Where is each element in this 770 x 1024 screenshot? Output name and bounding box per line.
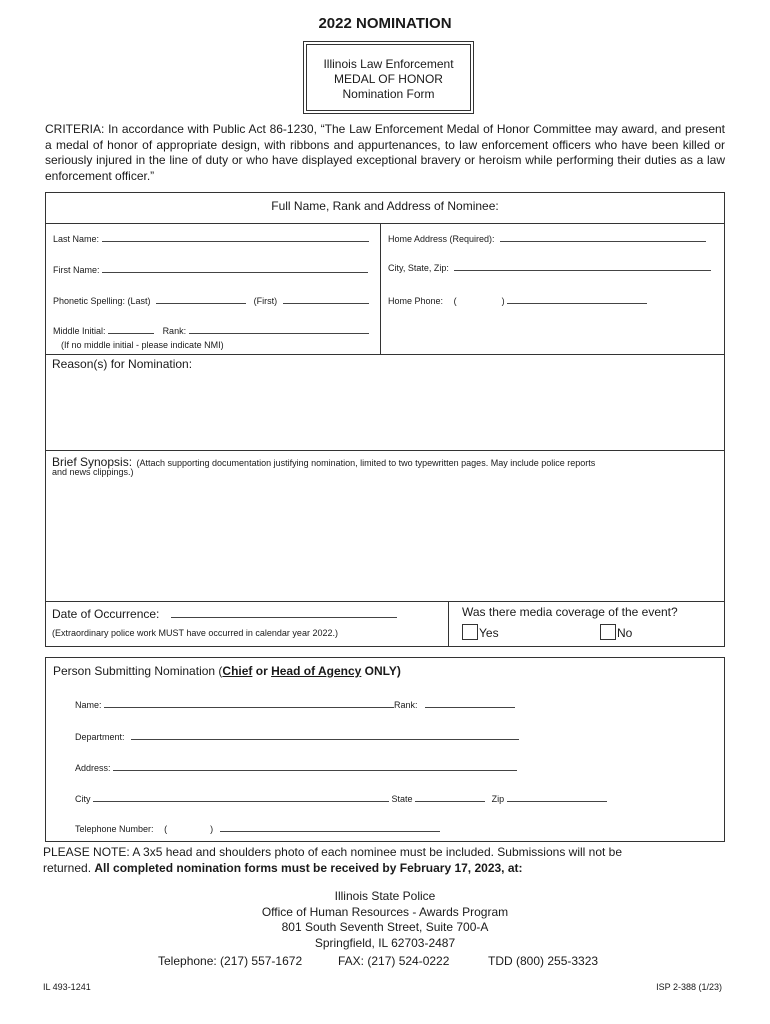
city-state-zip-label: City, State, Zip: [388,263,449,273]
nominee-rank-label: Rank: [162,326,187,336]
submitter-rank-label: Rank: [394,700,418,710]
submitter-rank-field[interactable] [425,699,515,708]
submitter-phone-paren-close: ) [210,824,214,834]
submitter-department-field[interactable] [131,731,519,740]
note-line1: PLEASE NOTE: A 3x5 head and shoulders photo of each nominee must be included. Submissions will not be [43,845,623,859]
occurrence-column-divider [448,601,449,647]
media-no-label: No [617,626,633,640]
media-no-checkbox[interactable] [600,624,616,640]
submitter-address-label: Address: [75,763,111,773]
submitter-name-row [75,699,515,710]
synopsis-note-line2: and news clippings.) [52,467,134,477]
last-name-label: Last Name: [53,234,100,244]
synopsis-label: Brief Synopsis: [52,455,133,469]
first-name-field[interactable] [102,264,368,273]
address-line4: Springfield, IL 62703-2487 [314,936,456,950]
note-line2 [43,861,523,875]
note-line2-plain: returned. [43,861,95,875]
submitter-state-label: State [391,794,413,804]
phonetic-first-label: (First) [253,296,278,306]
city-state-zip-field[interactable] [454,262,711,271]
nominee-heading-divider [45,223,725,224]
date-occurrence-row [52,607,397,621]
home-address-row [388,233,706,244]
submitter-or: or [252,664,272,678]
date-occurrence-label: Date of Occurrence: [52,607,160,621]
submitter-city-label: City [75,794,91,804]
submitter-city-field[interactable] [93,793,389,802]
occurrence-note: (Extraordinary police work MUST have occurred in calendar year 2022.) [52,628,338,638]
home-phone-label: Home Phone: [388,296,444,306]
first-name-row [53,264,368,275]
last-name-row [53,233,369,244]
submitter-department-label: Department: [75,732,125,742]
phonetic-last-label: Phonetic Spelling: (Last) [53,296,151,306]
note-deadline: All completed nomination forms must be received by February 17, 2023, at: [94,861,523,875]
phonetic-last-field[interactable] [156,295,246,304]
nominee-heading: Full Name, Rank and Address of Nominee: [271,199,499,213]
synopsis-note-line1: (Attach supporting documentation justifying nomination, limited to two typewritten pages. May include police reports [136,458,596,468]
media-question: Was there media coverage of the event? [462,605,678,619]
media-yes-checkbox[interactable] [462,624,478,640]
submitter-name-label: Name: [75,700,102,710]
first-name-label: First Name: [53,265,100,275]
submitter-address-row [75,762,517,773]
reasons-label: Reason(s) for Nomination: [52,357,193,371]
address-telephone: Telephone: (217) 557-1672 [158,954,303,968]
city-state-zip-row [388,262,711,273]
submitter-department-row [75,731,519,742]
media-yes-option[interactable] [462,624,499,640]
title-box-line1: Illinois Law Enforcement [323,57,454,71]
phonetic-first-field[interactable] [283,295,369,304]
criteria-paragraph: CRITERIA: In accordance with Public Act 86-1230, “The Law Enforcement Medal of Honor Committee may award, and present a medal of honor of appropriate design, with ribbons and appurtenances, to law enforcement officers who have been killed or seriously injured in the line of duty or who have displayed exceptional bravery or heroism while performing their duties as a law enforcement officer.” [45,122,725,183]
media-no-option[interactable] [600,624,632,640]
reasons-divider [45,354,725,355]
home-phone-field[interactable] [507,295,647,304]
submitter-only: ONLY) [361,664,401,678]
home-address-label: Home Address (Required): [388,234,495,244]
submitter-telephone-row [75,823,440,834]
submitter-state-field[interactable] [415,793,485,802]
synopsis-area[interactable] [46,480,724,600]
nominee-column-divider [380,223,381,354]
home-phone-paren-open: ( [453,296,457,306]
submitter-heading [53,664,401,678]
address-line2: Office of Human Resources - Awards Program [261,905,509,919]
middle-initial-label: Middle Initial: [53,326,106,336]
submitter-zip-field[interactable] [507,793,607,802]
submitter-heading-prefix: Person Submitting Nomination ( [53,664,223,678]
last-name-field[interactable] [102,233,369,242]
home-phone-paren-close: ) [501,296,505,306]
address-line1: Illinois State Police [334,889,436,903]
submitter-chief: Chief [222,664,253,678]
submitter-telephone-label: Telephone Number: [75,824,154,834]
date-occurrence-field[interactable] [171,607,397,618]
form-title-box-inner [306,44,471,111]
form-title-box [303,41,474,114]
media-yes-label: Yes [479,626,499,640]
synopsis-divider [45,450,725,451]
form-title: 2022 NOMINATION [318,15,452,32]
submitter-name-field[interactable] [104,699,394,708]
reasons-area[interactable] [46,372,724,449]
submitter-city-row [75,793,607,804]
submitter-zip-label: Zip [491,794,505,804]
middle-initial-field[interactable] [108,325,154,334]
address-line3: 801 South Seventh Street, Suite 700-A [281,920,489,934]
footer-form-code-right: ISP 2-388 (1/23) [656,982,722,992]
middle-initial-row [53,325,369,336]
submitter-address-field[interactable] [113,762,517,771]
address-tdd: TDD (800) 255-3323 [488,954,599,968]
title-box-line3: Nomination Form [342,87,435,101]
submitter-head-of-agency: Head of Agency [271,664,362,678]
address-fax: FAX: (217) 524-0222 [338,954,450,968]
title-box-line2: MEDAL OF HONOR [334,72,443,86]
submitter-section [45,657,725,842]
nominee-rank-field[interactable] [189,325,369,334]
submitter-phone-paren-open: ( [164,824,168,834]
home-phone-row [388,295,647,306]
nmi-note: (If no middle initial - please indicate NMI) [61,340,224,350]
home-address-field[interactable] [500,233,706,242]
submitter-telephone-field[interactable] [220,823,440,832]
phonetic-row [53,295,369,306]
footer-form-code-left: IL 493-1241 [43,982,91,992]
